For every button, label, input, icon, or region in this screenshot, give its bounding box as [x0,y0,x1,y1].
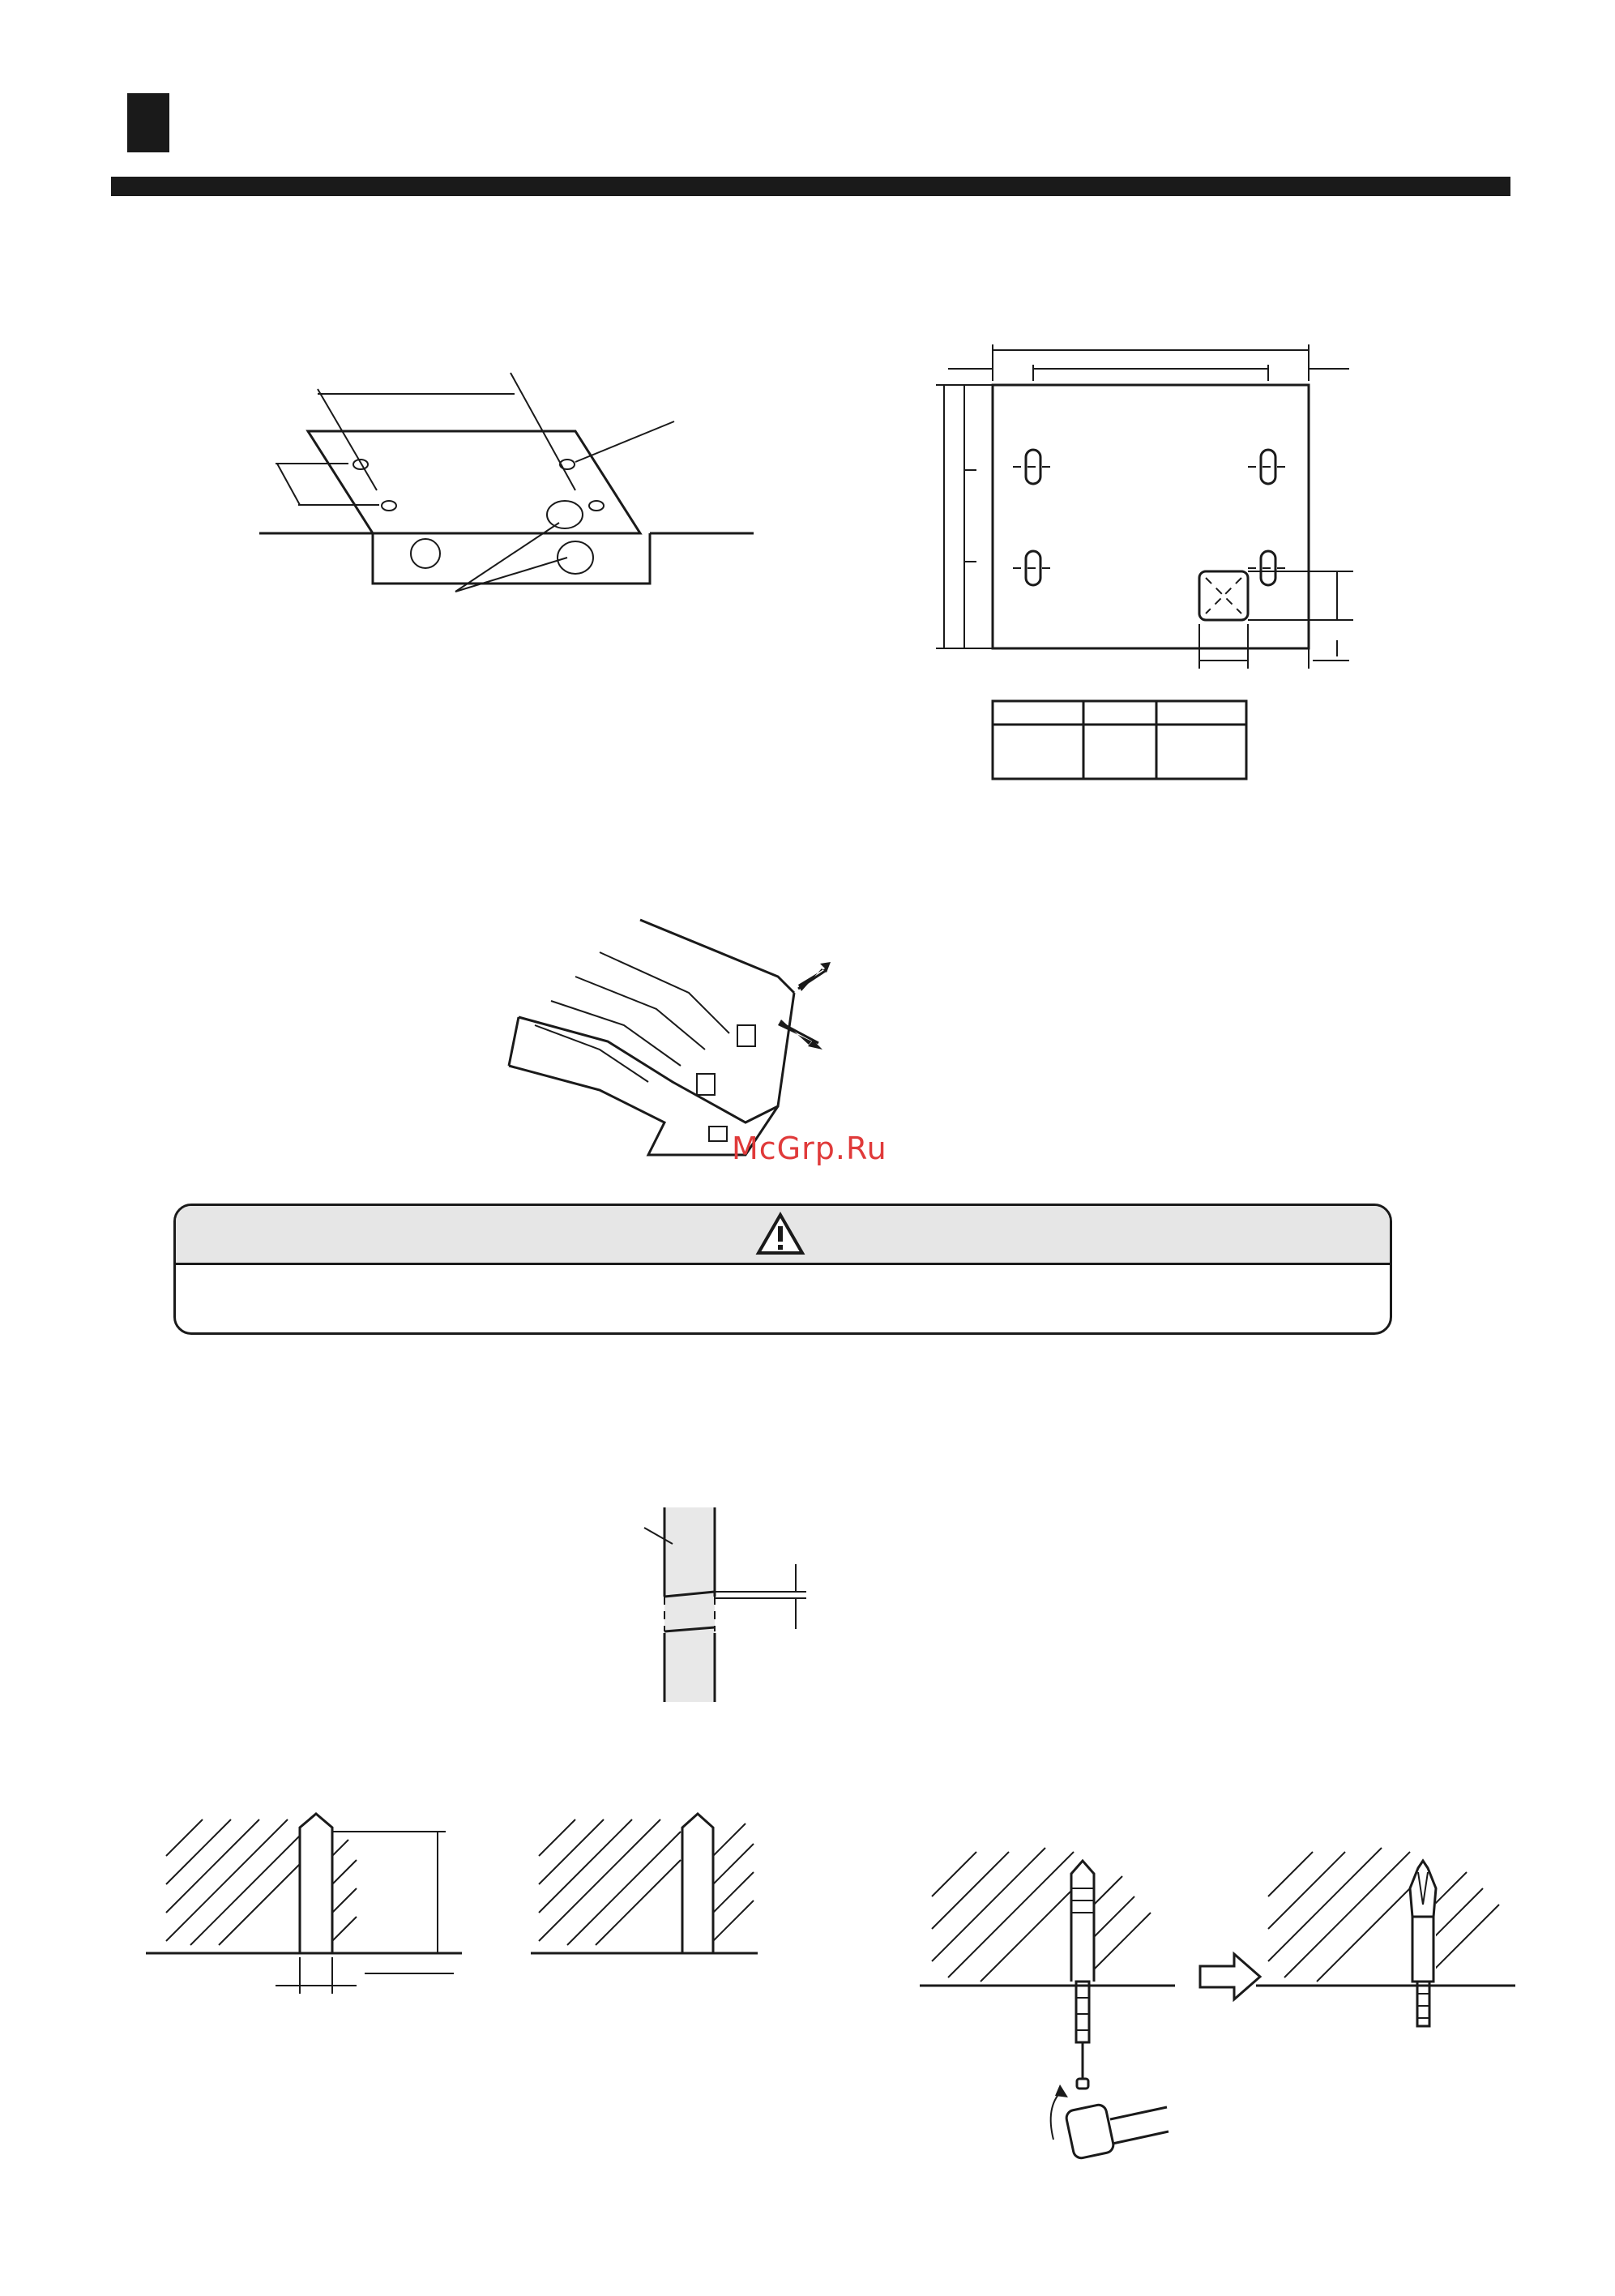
warning-header [176,1206,1390,1265]
warning-triangle-icon [756,1212,805,1256]
dimension-table [993,701,1248,782]
hollow-right-arrow-icon [1198,1952,1263,2002]
drilled-hole-diagram [146,1791,470,2026]
section-marker [127,93,169,152]
mounting-hole-diagram [243,357,778,600]
watermark: McGrp.Ru [732,1131,887,1166]
warning-box [173,1204,1392,1335]
wall-section-diagram [624,1499,818,1710]
anchor-hole-diagram [527,1791,770,1986]
header-rule [111,177,1510,196]
anchor-insertion-diagram [916,1824,1191,2164]
installed-anchor-diagram [1256,1824,1523,2067]
